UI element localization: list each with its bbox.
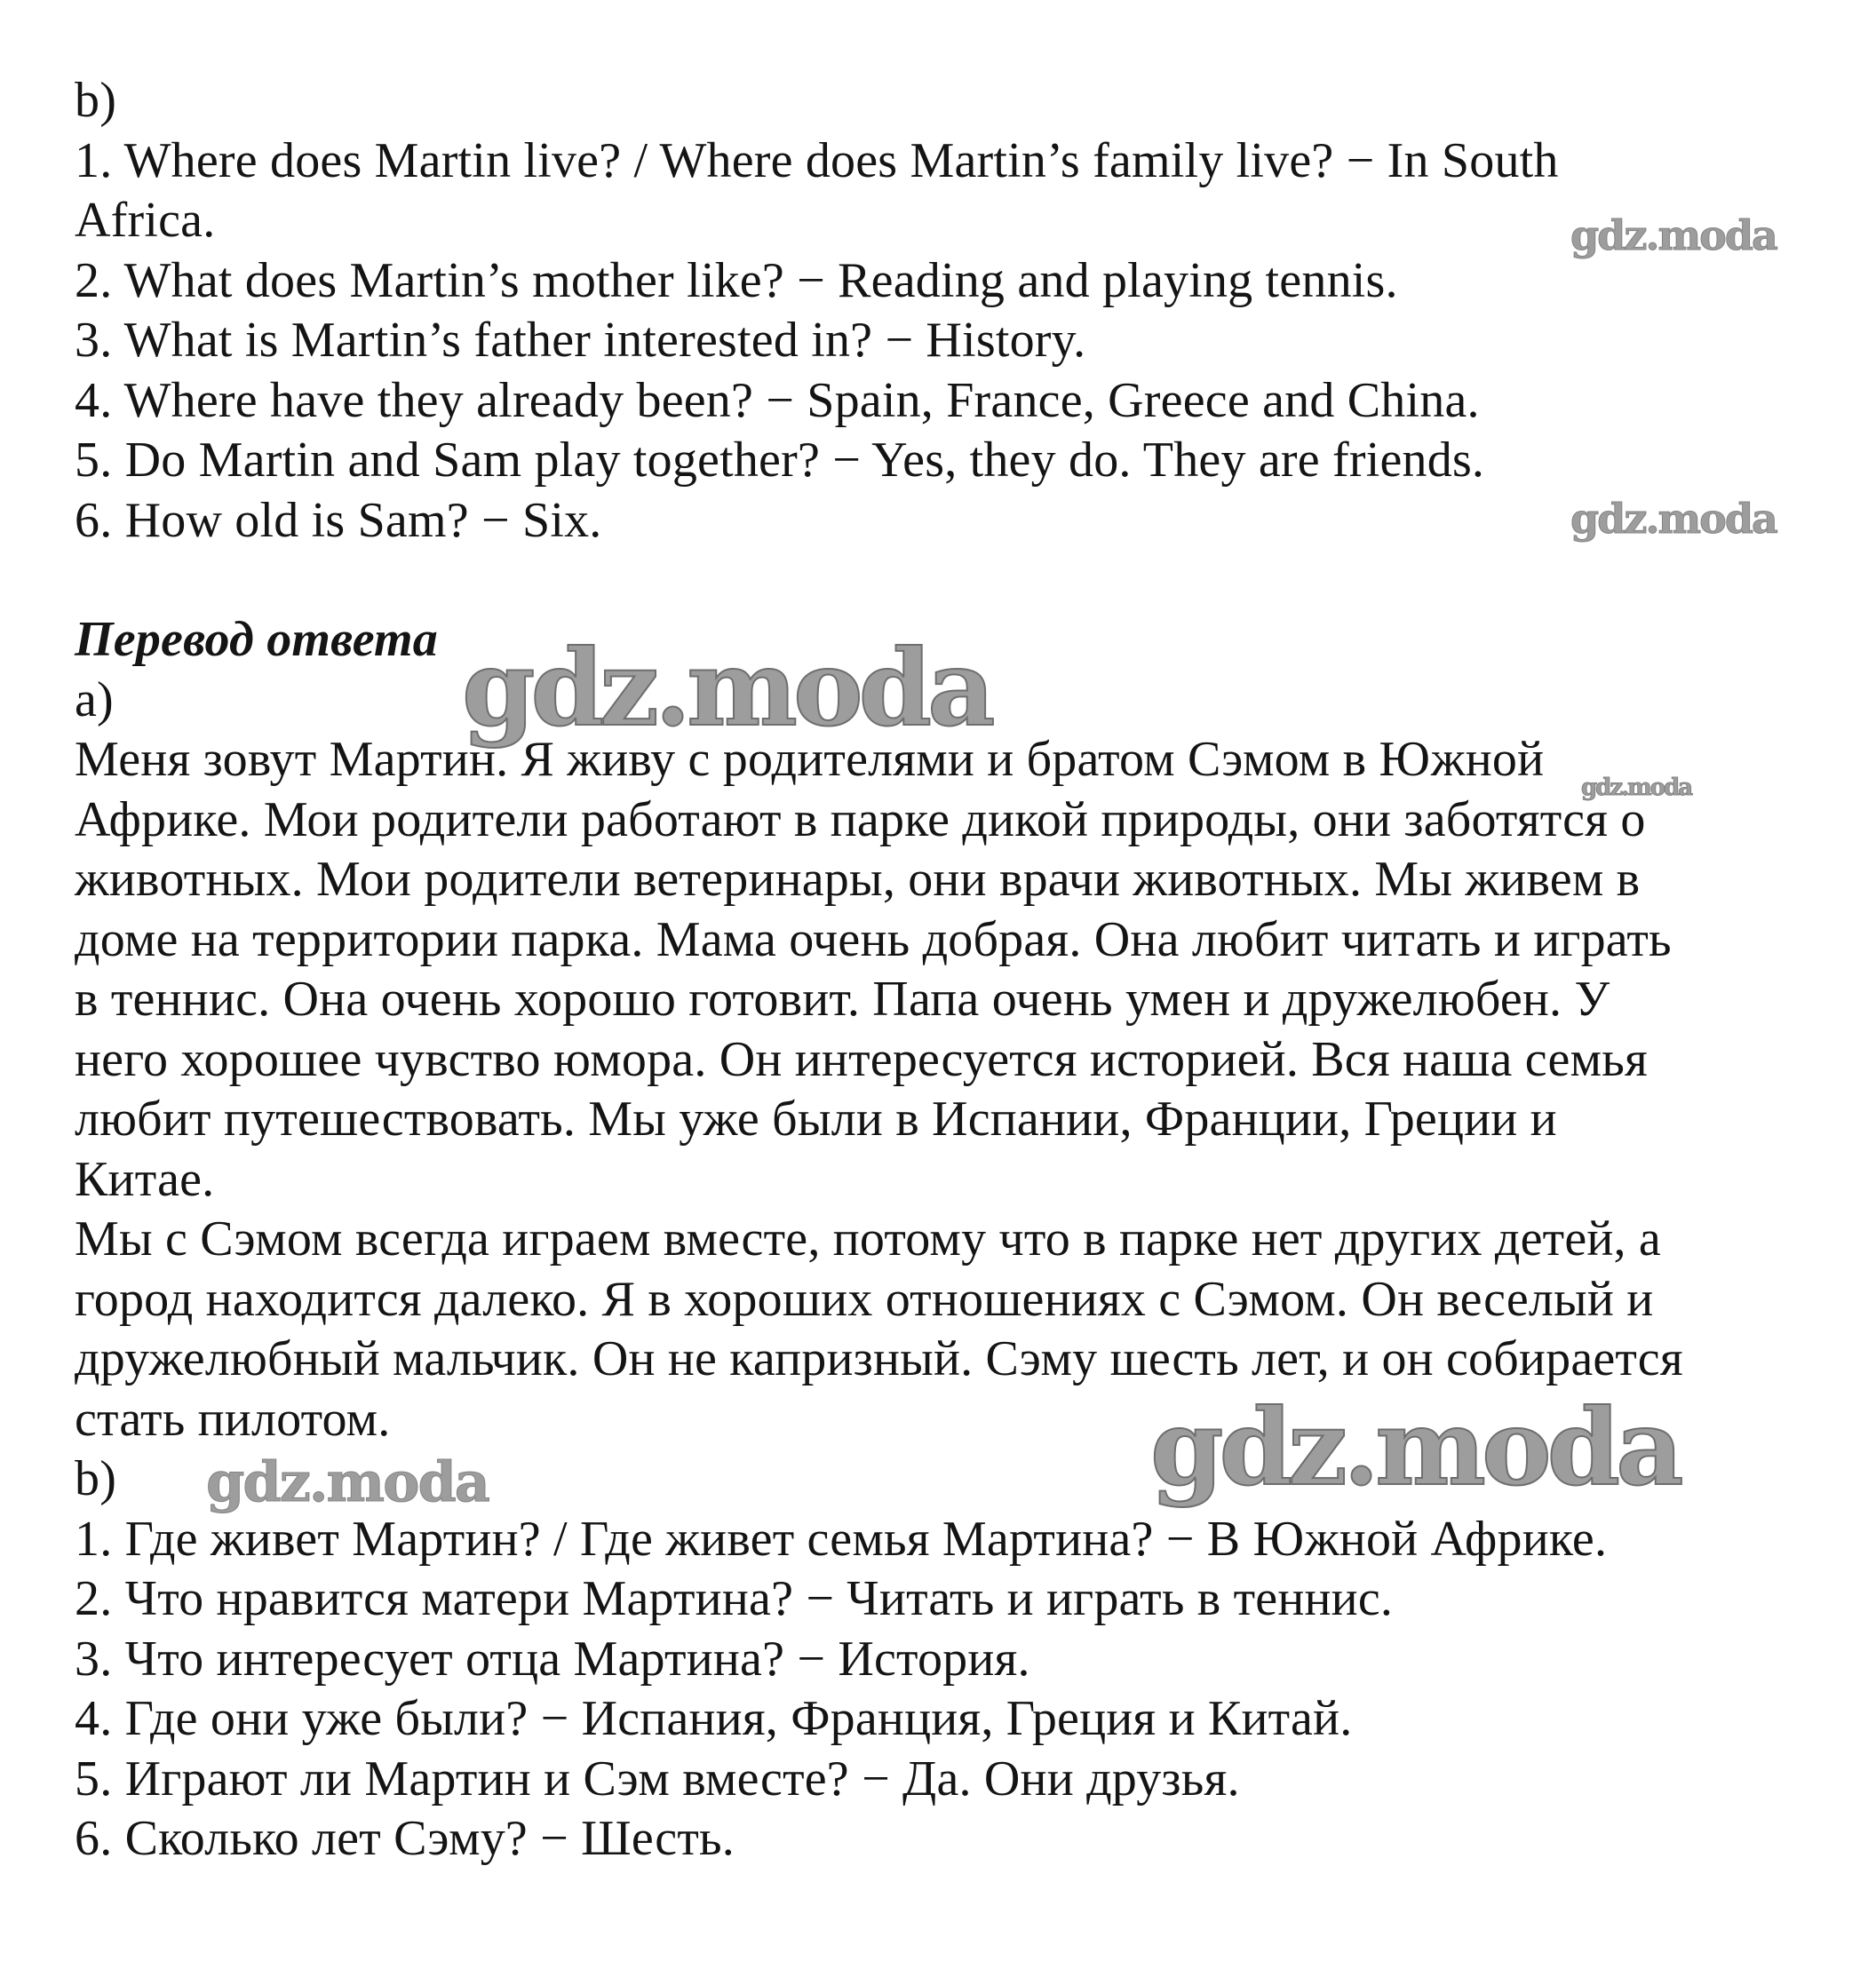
translation-part-b-label: b): [75, 1451, 117, 1506]
watermark: gdz.moda: [206, 1449, 489, 1514]
paragraph-line: животных. Мои родители ветеринары, они врачи животных. Мы живем в: [75, 852, 1641, 907]
answer-1-line-2: Africa.: [75, 193, 216, 248]
answer-2: 2. What does Martin’s mother like? − Reading and playing tennis.: [75, 252, 1398, 308]
list-item: 1. Где живет Мартин? / Где живет семья Мартина? − В Южной Африке.: [75, 1511, 1608, 1567]
list-item: 5. Играют ли Мартин и Сэм вместе? − Да. Они друзья.: [75, 1751, 1240, 1806]
watermark: gdz.moda: [1150, 1386, 1680, 1509]
paragraph-line: Мы с Сэмом всегда играем вместе, потому что в парке нет других детей, а: [75, 1211, 1661, 1266]
paragraph-line: Меня зовут Мартин. Я живу с родителями и братом Сэмом в Южной: [75, 732, 1545, 787]
section-b-label: b): [75, 73, 117, 128]
paragraph-line: дружелюбный мальчик. Он не капризный. Сэму шесть лет, и он собирается: [75, 1331, 1683, 1386]
list-item: 3. Что интересует отца Мартина? − История.: [75, 1631, 1030, 1687]
answer-6: 6. How old is Sam? − Six.: [75, 492, 602, 548]
answer-1-line-1: 1. Where does Martin live? / Where does Martin’s family live? − In South: [75, 132, 1559, 188]
translation-paragraph-1: [75, 730, 1816, 1210]
answer-3: 3. What is Martin’s father interested in? − History.: [75, 313, 1086, 368]
paragraph-line: него хорошее чувство юмора. Он интересуется историей. Вся наша семья: [75, 1031, 1648, 1087]
answer-5: 5. Do Martin and Sam play together? − Yes, they do. They are friends.: [75, 433, 1485, 488]
paragraph-line: Китае.: [75, 1151, 215, 1207]
list-item: 2. Что нравится матери Мартина? − Читать и играть в теннис.: [75, 1571, 1394, 1626]
paragraph-line: город находится далеко. Я в хороших отношениях с Сэмом. Он веселый и: [75, 1271, 1654, 1327]
paragraph-line: стать пилотом.: [75, 1391, 391, 1447]
watermark: gdz.moda: [1570, 211, 1777, 259]
watermark: gdz.moda: [462, 626, 991, 750]
watermark: gdz.moda: [1570, 495, 1777, 543]
answer-4: 4. Where have they already been? − Spain, France, Greece and China.: [75, 372, 1480, 428]
paragraph-line: Африке. Мои родители работают в парке дикой природы, они заботятся о: [75, 791, 1646, 847]
list-item: 6. Сколько лет Сэму? − Шесть.: [75, 1811, 735, 1866]
translation-part-a-label: а): [75, 671, 114, 727]
translation-answers-list: [75, 1510, 1816, 1870]
list-item: 4. Где они уже были? − Испания, Франция, Греция и Китай.: [75, 1691, 1353, 1746]
spacer: [75, 551, 1816, 610]
paragraph-line: доме на территории парка. Мама очень добрая. Она любит читать и играть: [75, 911, 1672, 967]
paragraph-line: в теннис. Она очень хорошо готовит. Папа очень умен и дружелюбен. У: [75, 972, 1610, 1027]
watermark: gdz.moda: [1581, 774, 1692, 801]
paragraph-line: любит путешествовать. Мы уже были в Испании, Франции, Греции и: [75, 1092, 1557, 1147]
translation-heading: Перевод ответа: [75, 612, 438, 667]
document-page: [75, 71, 1816, 1870]
